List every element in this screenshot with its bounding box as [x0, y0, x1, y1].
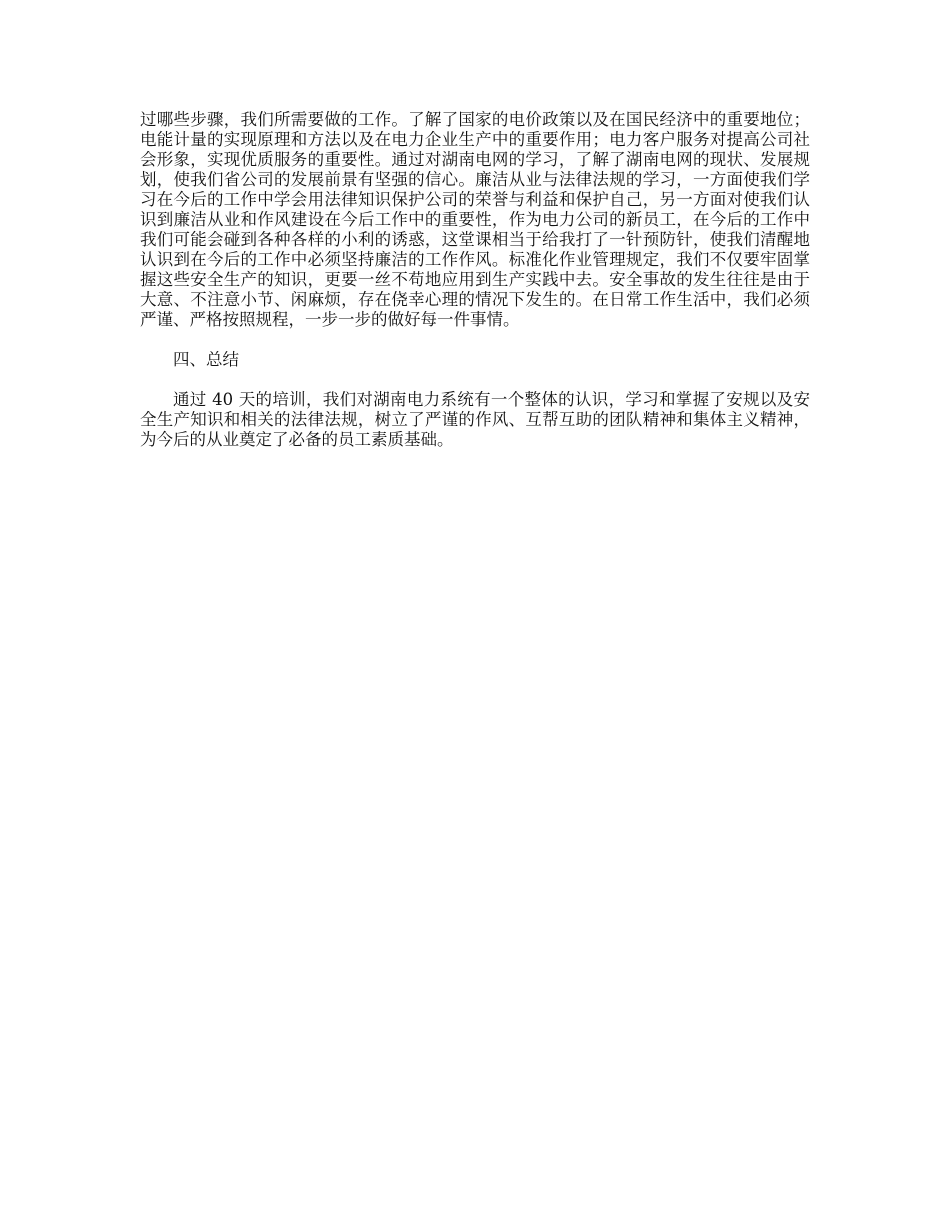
section-heading-summary: 四、总结 [173, 350, 239, 369]
document-body [140, 110, 810, 450]
body-paragraph-continued: 过哪些步骤，我们所需要做的工作。了解了国家的电价政策以及在国民经济中的重要地位；电能计量的实现原理和方法以及在电力企业生产中的重要作用；电力客户服务对提高公司社会形象，实现优质服务的重要性。通过对湖南电网的学习，了解了湖南电网的现状、发展规划，使我们省公司的发展前景有坚强的信心。廉洁从业与法律法规的学习，一方面使我们学习在今后的工作中学会用法律知识保护公司的荣誉与利益和保护自己，另一方面对使我们认识到廉洁从业和作风建设在今后工作中的重要性，作为电力公司的新员工，在今后的工作中我们可能会碰到各种各样的小利的诱惑，这堂课相当于给我打了一针预防针，使我们清醒地认识到在今后的工作中必须坚持廉洁的工作作风。标准化作业管理规定，我们不仅要牢固掌握这些安全生产的知识，更要一丝不苟地应用到生产实践中去。安全事故的发生往往是由于大意、不注意小节、闲麻烦，存在侥幸心理的情况下发生的。在日常工作生活中，我们必须严谨、严格按照规程，一步一步的做好每一件事情。 [140, 110, 810, 329]
paragraph-spacer [140, 370, 810, 390]
paragraph-spacer [140, 330, 810, 350]
summary-paragraph: 通过 40 天的培训，我们对湖南电力系统有一个整体的认识，学习和掌握了安规以及安全生产知识和相关的法律法规，树立了严谨的作风、互帮互助的团队精神和集体主义精神，为今后的从业奠定了必备的员工素质基础。 [140, 390, 810, 449]
